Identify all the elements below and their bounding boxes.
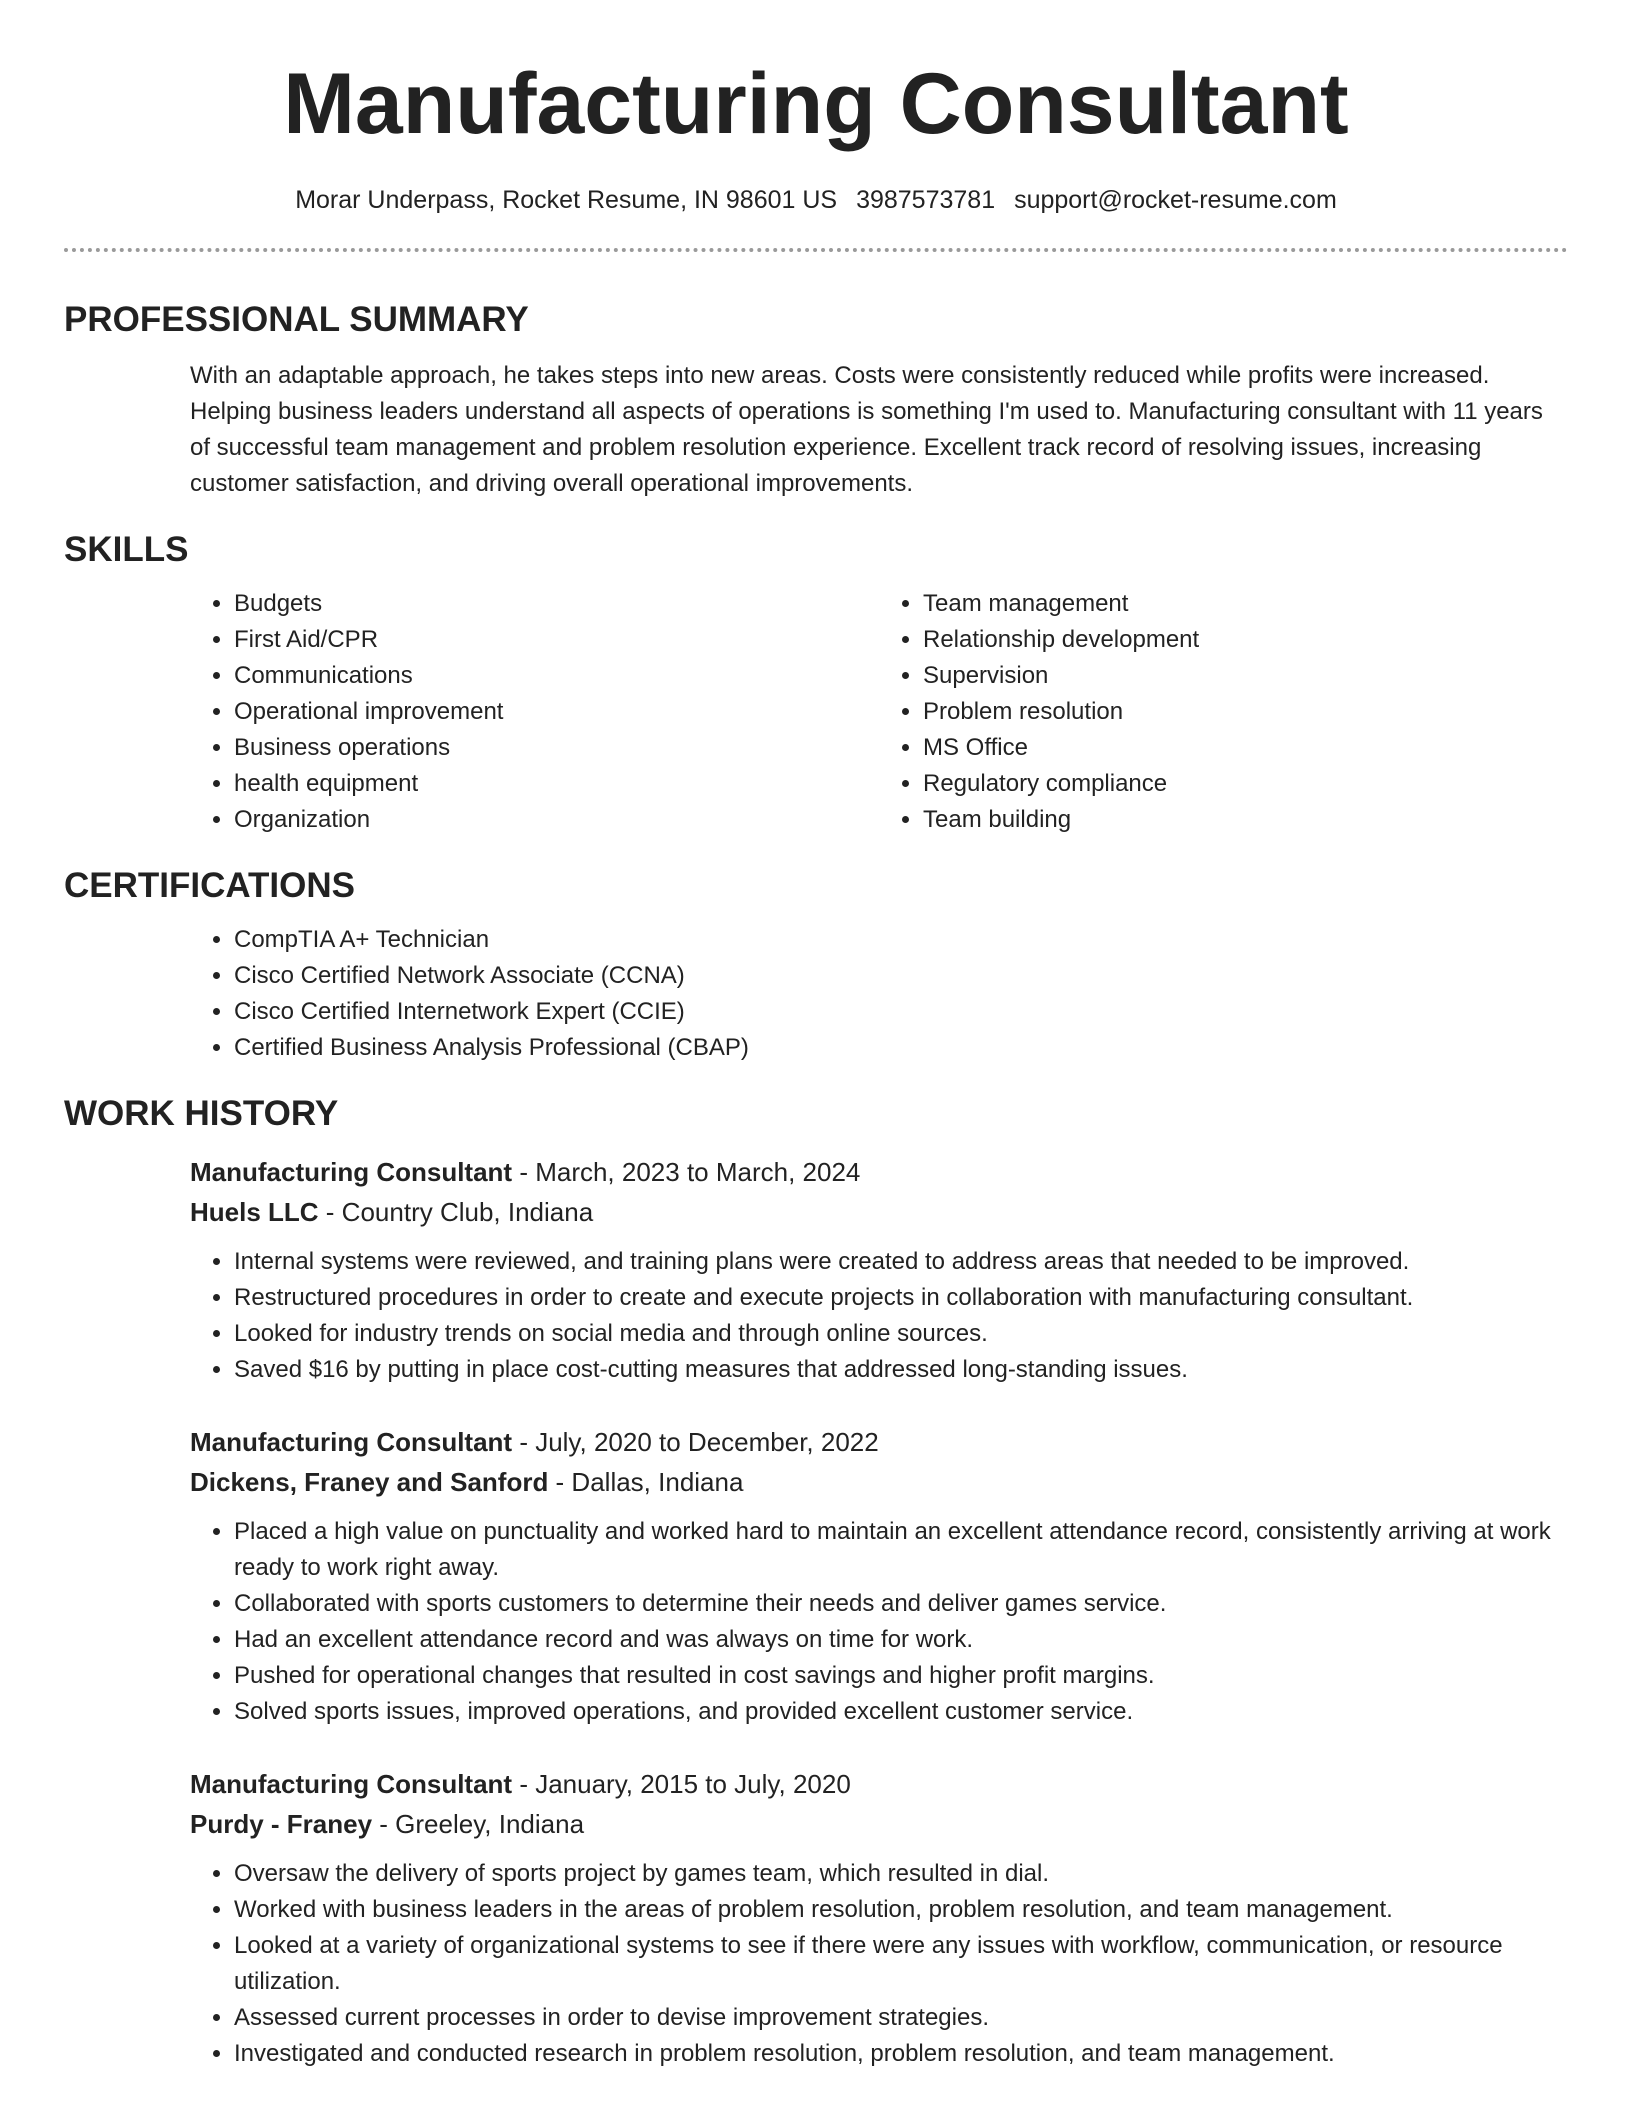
skill-item: • Business operations <box>234 730 879 766</box>
job-role: Manufacturing Consultant <box>190 1157 513 1187</box>
certification-item: • Cisco Certified Network Associate (CCNA) <box>234 958 1568 994</box>
skills-list-left <box>190 586 879 838</box>
job-bullet: • Internal systems were reviewed, and training plans were created to address areas that needed to be improved. <box>234 1244 1568 1280</box>
job-role-line <box>190 1152 1568 1192</box>
job-dates: - March, 2023 to March, 2024 <box>512 1157 861 1187</box>
summary-text: With an adaptable approach, he takes steps into new areas. Costs were consistently reduced while profits were increased. Helping business leaders understand all aspects of operations is something I'm used to. Manufacturing consultant with 11 years of successful team management and problem resolution experience. Excellent track record of resolving issues, increasing customer satisfaction, and driving overall operational improvements. <box>190 362 1543 497</box>
job-location: - Greeley, Indiana <box>372 1809 585 1839</box>
job-bullet: • Restructured procedures in order to create and execute projects in collaboration with manufacturing consultant. <box>234 1280 1568 1316</box>
certification-item: • Cisco Certified Internetwork Expert (CCIE) <box>234 994 1568 1030</box>
skill-item: • MS Office <box>923 730 1568 766</box>
job-bullet: • Looked at a variety of organizational systems to see if there were any issues with workflow, communication, or resource utilization. <box>234 1928 1568 2000</box>
skills-list-right <box>879 586 1568 838</box>
job-bullet: • Worked with business leaders in the areas of problem resolution, problem resolution, and team management. <box>234 1892 1568 1928</box>
job-bullet: • Oversaw the delivery of sports project by games team, which resulted in dial. <box>234 1856 1568 1892</box>
job-entry <box>190 1152 1568 1388</box>
job-role-line <box>190 1764 1568 1804</box>
skill-item: • Organization <box>234 802 879 838</box>
skill-item: • First Aid/CPR <box>234 622 879 658</box>
job-entry <box>190 1422 1568 1730</box>
job-bullet: • Saved $16 by putting in place cost-cutting measures that addressed long-standing issues. <box>234 1352 1568 1388</box>
job-bullet: • Placed a high value on punctuality and worked hard to maintain an excellent attendance record, consistently arriving at work ready to work right away. <box>234 1514 1568 1586</box>
job-company: Purdy - Franey <box>190 1809 373 1839</box>
resume-name: Manufacturing Consultant <box>283 56 1349 152</box>
certification-item: • CompTIA A+ Technician <box>234 922 1568 958</box>
summary-title: PROFESSIONAL SUMMARY <box>64 300 529 339</box>
skill-item: • Operational improvement <box>234 694 879 730</box>
job-bullet: • Collaborated with sports customers to determine their needs and deliver games service. <box>234 1586 1568 1622</box>
job-role-line <box>190 1422 1568 1462</box>
job-location: - Dallas, Indiana <box>548 1467 744 1497</box>
contact-line <box>64 184 1568 216</box>
work-history-title: WORK HISTORY <box>64 1094 339 1133</box>
skill-item: • Regulatory compliance <box>923 766 1568 802</box>
skill-item: • Team management <box>923 586 1568 622</box>
certifications-list <box>190 922 1568 1066</box>
job-dates: - July, 2020 to December, 2022 <box>512 1427 879 1457</box>
job-location: - Country Club, Indiana <box>318 1197 594 1227</box>
job-bullet: • Solved sports issues, improved operations, and provided excellent customer service. <box>234 1694 1568 1730</box>
resume-header <box>64 0 1568 216</box>
certifications-section <box>64 864 1568 1066</box>
skill-item: • Relationship development <box>923 622 1568 658</box>
contact-phone: 3987573781 <box>856 186 996 214</box>
header-divider <box>64 248 1568 252</box>
summary-section <box>64 298 1568 502</box>
job-role: Manufacturing Consultant <box>190 1769 513 1799</box>
job-bullets <box>190 1244 1568 1388</box>
job-company: Huels LLC <box>190 1197 319 1227</box>
job-company-line <box>190 1804 1568 1844</box>
job-bullet: • Had an excellent attendance record and was always on time for work. <box>234 1622 1568 1658</box>
skills-title: SKILLS <box>64 530 189 569</box>
job-company: Dickens, Franey and Sanford <box>190 1467 549 1497</box>
contact-address: Morar Underpass, Rocket Resume, IN 98601 US <box>295 186 838 214</box>
job-bullets <box>190 1514 1568 1730</box>
job-role: Manufacturing Consultant <box>190 1427 513 1457</box>
job-bullet: • Pushed for operational changes that resulted in cost savings and higher profit margins. <box>234 1658 1568 1694</box>
job-company-line <box>190 1462 1568 1502</box>
job-bullet: • Looked for industry trends on social media and through online sources. <box>234 1316 1568 1352</box>
job-entry <box>190 1764 1568 2072</box>
skill-item: • Problem resolution <box>923 694 1568 730</box>
job-bullet: • Assessed current processes in order to devise improvement strategies. <box>234 2000 1568 2036</box>
skill-item: • Communications <box>234 658 879 694</box>
job-bullet: • Investigated and conducted research in problem resolution, problem resolution, and team management. <box>234 2036 1568 2072</box>
contact-email: support@rocket-resume.com <box>1014 186 1337 214</box>
skill-item: • health equipment <box>234 766 879 802</box>
work-history-section <box>64 1092 1568 2072</box>
certification-item: • Certified Business Analysis Professional (CBAP) <box>234 1030 1568 1066</box>
skill-item: • Team building <box>923 802 1568 838</box>
skill-item: • Budgets <box>234 586 879 622</box>
job-company-line <box>190 1192 1568 1232</box>
certifications-title: CERTIFICATIONS <box>64 866 356 905</box>
job-bullets <box>190 1856 1568 2072</box>
job-dates: - January, 2015 to July, 2020 <box>512 1769 851 1799</box>
skills-section <box>64 528 1568 838</box>
skill-item: • Supervision <box>923 658 1568 694</box>
